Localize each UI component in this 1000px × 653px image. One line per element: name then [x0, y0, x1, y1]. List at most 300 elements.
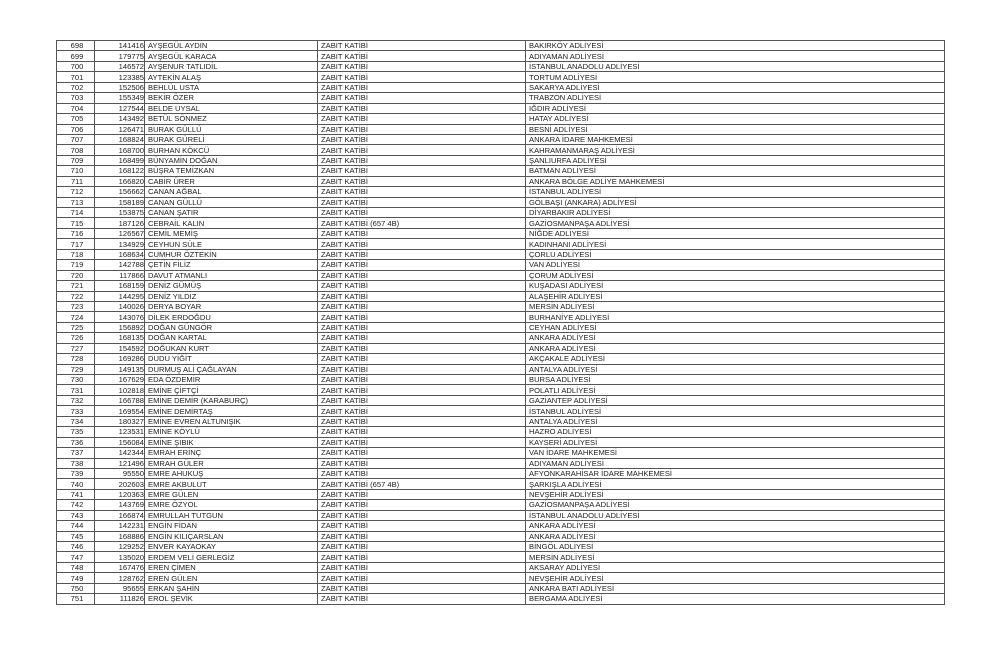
courthouse-cell: ANKARA ADLİYESİ: [526, 333, 945, 343]
table-row: [57, 343, 945, 353]
courthouse-cell: VAN İDARE MAHKEMESİ: [526, 448, 945, 458]
person-name-cell: EMİNE ŞIBIK: [145, 437, 318, 447]
courthouse-cell: BAKIRKÖY ADLİYESİ: [526, 41, 945, 51]
job-title-cell: ZABIT KATİBİ: [318, 103, 526, 113]
courthouse-cell: HATAY ADLİYESİ: [526, 114, 945, 124]
registry-number-cell: 121496: [95, 458, 145, 468]
registry-number-cell: 95655: [95, 583, 145, 593]
row-number-cell: 718: [57, 249, 95, 259]
job-title-cell: ZABIT KATİBİ: [318, 458, 526, 468]
job-title-cell: ZABIT KATİBİ: [318, 270, 526, 280]
row-number-cell: 751: [57, 594, 95, 604]
registry-number-cell: 111826: [95, 594, 145, 604]
person-name-cell: EMRE ÖZYOL: [145, 500, 318, 510]
person-name-cell: ERKAN ŞAHİN: [145, 583, 318, 593]
assignment-table: [56, 40, 945, 605]
job-title-cell: ZABIT KATİBİ: [318, 406, 526, 416]
registry-number-cell: 134929: [95, 239, 145, 249]
row-number-cell: 740: [57, 479, 95, 489]
job-title-cell: ZABIT KATİBİ: [318, 197, 526, 207]
registry-number-cell: 127544: [95, 103, 145, 113]
table-row: [57, 542, 945, 552]
person-name-cell: EMİNE DEMİR (KARABURÇ): [145, 395, 318, 405]
job-title-cell: ZABIT KATİBİ: [318, 155, 526, 165]
person-name-cell: AYŞENUR TATLIDİL: [145, 61, 318, 71]
person-name-cell: DOĞUKAN KURT: [145, 343, 318, 353]
person-name-cell: CEMİL MEMİŞ: [145, 228, 318, 238]
table-row: [57, 468, 945, 478]
person-name-cell: BURHAN KÖKCÜ: [145, 145, 318, 155]
registry-number-cell: 169554: [95, 406, 145, 416]
row-number-cell: 747: [57, 552, 95, 562]
registry-number-cell: 143492: [95, 114, 145, 124]
person-name-cell: DİLEK ERDOĞDU: [145, 312, 318, 322]
courthouse-cell: ANKARA BATI ADLİYESİ: [526, 583, 945, 593]
person-name-cell: DENİZ GÜMÜŞ: [145, 281, 318, 291]
registry-number-cell: 166874: [95, 510, 145, 520]
courthouse-cell: ANKARA ADLİYESİ: [526, 521, 945, 531]
row-number-cell: 729: [57, 364, 95, 374]
row-number-cell: 743: [57, 510, 95, 520]
job-title-cell: ZABIT KATİBİ: [318, 208, 526, 218]
courthouse-cell: ANKARA BÖLGE ADLİYE MAHKEMESİ: [526, 176, 945, 186]
row-number-cell: 720: [57, 270, 95, 280]
table-row: [57, 322, 945, 332]
row-number-cell: 710: [57, 166, 95, 176]
courthouse-cell: KADINHANI ADLİYESİ: [526, 239, 945, 249]
person-name-cell: ENGİN KILIÇARSLAN: [145, 531, 318, 541]
row-number-cell: 722: [57, 291, 95, 301]
assignment-table-body: [57, 41, 945, 605]
row-number-cell: 706: [57, 124, 95, 134]
job-title-cell: ZABIT KATİBİ: [318, 291, 526, 301]
job-title-cell: ZABIT KATİBİ: [318, 82, 526, 92]
person-name-cell: CANAN GÜLLÜ: [145, 197, 318, 207]
courthouse-cell: HAZRO ADLİYESİ: [526, 427, 945, 437]
table-row: [57, 521, 945, 531]
row-number-cell: 748: [57, 562, 95, 572]
job-title-cell: ZABIT KATİBİ: [318, 301, 526, 311]
person-name-cell: BÜNYAMİN DOĞAN: [145, 155, 318, 165]
registry-number-cell: 166788: [95, 395, 145, 405]
row-number-cell: 701: [57, 72, 95, 82]
person-name-cell: CEYHUN SÜLE: [145, 239, 318, 249]
table-row: [57, 395, 945, 405]
table-row: [57, 72, 945, 82]
person-name-cell: BEKİR ÖZER: [145, 93, 318, 103]
job-title-cell: ZABIT KATİBİ: [318, 41, 526, 51]
person-name-cell: BETÜL SÖNMEZ: [145, 114, 318, 124]
registry-number-cell: 179775: [95, 51, 145, 61]
table-row: [57, 510, 945, 520]
registry-number-cell: 142231: [95, 521, 145, 531]
table-row: [57, 385, 945, 395]
person-name-cell: EMRAH GÜLER: [145, 458, 318, 468]
registry-number-cell: 142344: [95, 448, 145, 458]
registry-number-cell: 95550: [95, 468, 145, 478]
job-title-cell: ZABIT KATİBİ: [318, 124, 526, 134]
courthouse-cell: ADIYAMAN ADLİYESİ: [526, 51, 945, 61]
courthouse-cell: İSTANBUL ANADOLU ADLİYESİ: [526, 61, 945, 71]
person-name-cell: CABİR ÜRER: [145, 176, 318, 186]
courthouse-cell: TRABZON ADLİYESİ: [526, 93, 945, 103]
table-row: [57, 114, 945, 124]
row-number-cell: 719: [57, 260, 95, 270]
registry-number-cell: 202603: [95, 479, 145, 489]
job-title-cell: ZABIT KATİBİ: [318, 364, 526, 374]
row-number-cell: 704: [57, 103, 95, 113]
table-row: [57, 260, 945, 270]
row-number-cell: 699: [57, 51, 95, 61]
registry-number-cell: 158189: [95, 197, 145, 207]
table-row: [57, 61, 945, 71]
row-number-cell: 741: [57, 489, 95, 499]
courthouse-cell: NİĞDE ADLİYESİ: [526, 228, 945, 238]
job-title-cell: ZABIT KATİBİ: [318, 114, 526, 124]
registry-number-cell: 123531: [95, 427, 145, 437]
registry-number-cell: 154592: [95, 343, 145, 353]
table-row: [57, 197, 945, 207]
courthouse-cell: ALAŞEHİR ADLİYESİ: [526, 291, 945, 301]
row-number-cell: 739: [57, 468, 95, 478]
courthouse-cell: KAYSERİ ADLİYESİ: [526, 437, 945, 447]
table-row: [57, 416, 945, 426]
row-number-cell: 705: [57, 114, 95, 124]
courthouse-cell: AKSARAY ADLİYESİ: [526, 562, 945, 572]
person-name-cell: AYŞEGÜL KARACA: [145, 51, 318, 61]
person-name-cell: DENİZ YILDIZ: [145, 291, 318, 301]
table-row: [57, 312, 945, 322]
registry-number-cell: 168122: [95, 166, 145, 176]
job-title-cell: ZABIT KATİBİ (657 4B): [318, 218, 526, 228]
table-row: [57, 82, 945, 92]
row-number-cell: 708: [57, 145, 95, 155]
job-title-cell: ZABIT KATİBİ: [318, 500, 526, 510]
job-title-cell: ZABIT KATİBİ: [318, 260, 526, 270]
table-row: [57, 458, 945, 468]
person-name-cell: DAVUT ATMANLI: [145, 270, 318, 280]
courthouse-cell: MERSİN ADLİYESİ: [526, 552, 945, 562]
row-number-cell: 702: [57, 82, 95, 92]
row-number-cell: 721: [57, 281, 95, 291]
table-row: [57, 406, 945, 416]
person-name-cell: DERYA BOYAR: [145, 301, 318, 311]
job-title-cell: ZABIT KATİBİ: [318, 61, 526, 71]
job-title-cell: ZABIT KATİBİ: [318, 583, 526, 593]
registry-number-cell: 140026: [95, 301, 145, 311]
person-name-cell: EREN ÇİMEN: [145, 562, 318, 572]
registry-number-cell: 135020: [95, 552, 145, 562]
row-number-cell: 703: [57, 93, 95, 103]
row-number-cell: 712: [57, 187, 95, 197]
registry-number-cell: 168634: [95, 249, 145, 259]
courthouse-cell: İSTANBUL ADLİYESİ: [526, 406, 945, 416]
person-name-cell: EMRE AHUKUŞ: [145, 468, 318, 478]
job-title-cell: ZABIT KATİBİ: [318, 562, 526, 572]
job-title-cell: ZABIT KATİBİ: [318, 249, 526, 259]
table-row: [57, 364, 945, 374]
table-row: [57, 448, 945, 458]
row-number-cell: 717: [57, 239, 95, 249]
person-name-cell: EMİNE DEMİRTAŞ: [145, 406, 318, 416]
person-name-cell: CANAN ŞATIR: [145, 208, 318, 218]
table-row: [57, 594, 945, 604]
table-row: [57, 41, 945, 51]
job-title-cell: ZABIT KATİBİ: [318, 437, 526, 447]
table-row: [57, 208, 945, 218]
job-title-cell: ZABIT KATİBİ: [318, 187, 526, 197]
table-row: [57, 187, 945, 197]
registry-number-cell: 168135: [95, 333, 145, 343]
row-number-cell: 745: [57, 531, 95, 541]
table-row: [57, 489, 945, 499]
registry-number-cell: 168824: [95, 134, 145, 144]
person-name-cell: DUDU YİĞİT: [145, 354, 318, 364]
person-name-cell: AYŞEGÜL AYDIN: [145, 41, 318, 51]
courthouse-cell: İSTANBUL ADLİYESİ: [526, 187, 945, 197]
registry-number-cell: 168159: [95, 281, 145, 291]
row-number-cell: 725: [57, 322, 95, 332]
registry-number-cell: 149135: [95, 364, 145, 374]
courthouse-cell: BERGAMA ADLİYESİ: [526, 594, 945, 604]
courthouse-cell: BURHANİYE ADLİYESİ: [526, 312, 945, 322]
registry-number-cell: 153875: [95, 208, 145, 218]
row-number-cell: 698: [57, 41, 95, 51]
courthouse-cell: IĞDIR ADLİYESİ: [526, 103, 945, 113]
person-name-cell: EMRULLAH TUTGUN: [145, 510, 318, 520]
person-name-cell: CANAN AĞBAL: [145, 187, 318, 197]
row-number-cell: 737: [57, 448, 95, 458]
courthouse-cell: GAZİOSMANPAŞA ADLİYESİ: [526, 500, 945, 510]
person-name-cell: ÇETİN FİLİZ: [145, 260, 318, 270]
job-title-cell: ZABIT KATİBİ: [318, 166, 526, 176]
person-name-cell: BURAK GÜLLÜ: [145, 124, 318, 134]
table-row: [57, 437, 945, 447]
job-title-cell: ZABIT KATİBİ: [318, 375, 526, 385]
registry-number-cell: 120363: [95, 489, 145, 499]
courthouse-cell: ÇORLU ADLİYESİ: [526, 249, 945, 259]
courthouse-cell: ŞARKIŞLA ADLİYESİ: [526, 479, 945, 489]
table-row: [57, 218, 945, 228]
person-name-cell: CUMHUR ÖZTEKİN: [145, 249, 318, 259]
table-row: [57, 124, 945, 134]
table-row: [57, 427, 945, 437]
person-name-cell: EMİNE KÖYLÜ: [145, 427, 318, 437]
registry-number-cell: 102818: [95, 385, 145, 395]
row-number-cell: 727: [57, 343, 95, 353]
job-title-cell: ZABIT KATİBİ: [318, 468, 526, 478]
person-name-cell: BÜŞRA TEMİZKAN: [145, 166, 318, 176]
row-number-cell: 749: [57, 573, 95, 583]
registry-number-cell: 168886: [95, 531, 145, 541]
person-name-cell: EMRE GÜLEN: [145, 489, 318, 499]
courthouse-cell: NEVŞEHİR ADLİYESİ: [526, 573, 945, 583]
job-title-cell: ZABIT KATİBİ: [318, 427, 526, 437]
job-title-cell: ZABIT KATİBİ: [318, 176, 526, 186]
row-number-cell: 750: [57, 583, 95, 593]
job-title-cell: ZABIT KATİBİ (657 4B): [318, 479, 526, 489]
courthouse-cell: BESNİ ADLİYESİ: [526, 124, 945, 134]
person-name-cell: EMRAH ERİNÇ: [145, 448, 318, 458]
job-title-cell: ZABIT KATİBİ: [318, 312, 526, 322]
table-row: [57, 479, 945, 489]
registry-number-cell: 180327: [95, 416, 145, 426]
person-name-cell: ENGİN FİDAN: [145, 521, 318, 531]
row-number-cell: 732: [57, 395, 95, 405]
courthouse-cell: ANTALYA ADLİYESİ: [526, 364, 945, 374]
person-name-cell: DOĞAN GÜNGÖR: [145, 322, 318, 332]
courthouse-cell: ANTALYA ADLİYESİ: [526, 416, 945, 426]
person-name-cell: EROL ŞEVİK: [145, 594, 318, 604]
person-name-cell: EDA ÖZDEMİR: [145, 375, 318, 385]
job-title-cell: ZABIT KATİBİ: [318, 594, 526, 604]
row-number-cell: 711: [57, 176, 95, 186]
table-row: [57, 281, 945, 291]
registry-number-cell: 117866: [95, 270, 145, 280]
row-number-cell: 700: [57, 61, 95, 71]
courthouse-cell: ANKARA ADLİYESİ: [526, 531, 945, 541]
table-row: [57, 51, 945, 61]
person-name-cell: AYTEKİN ALAŞ: [145, 72, 318, 82]
job-title-cell: ZABIT KATİBİ: [318, 51, 526, 61]
row-number-cell: 724: [57, 312, 95, 322]
registry-number-cell: 167476: [95, 562, 145, 572]
job-title-cell: ZABIT KATİBİ: [318, 395, 526, 405]
row-number-cell: 735: [57, 427, 95, 437]
registry-number-cell: 143769: [95, 500, 145, 510]
courthouse-cell: DİYARBAKIR ADLİYESİ: [526, 208, 945, 218]
courthouse-cell: BATMAN ADLİYESİ: [526, 166, 945, 176]
courthouse-cell: BURSA ADLİYESİ: [526, 375, 945, 385]
job-title-cell: ZABIT KATİBİ: [318, 239, 526, 249]
table-row: [57, 354, 945, 364]
row-number-cell: 738: [57, 458, 95, 468]
row-number-cell: 736: [57, 437, 95, 447]
person-name-cell: EMİNE ÇİFTÇİ: [145, 385, 318, 395]
registry-number-cell: 143076: [95, 312, 145, 322]
courthouse-cell: TORTUM ADLİYESİ: [526, 72, 945, 82]
courthouse-cell: GAZİANTEP ADLİYESİ: [526, 395, 945, 405]
job-title-cell: ZABIT KATİBİ: [318, 333, 526, 343]
table-row: [57, 103, 945, 113]
courthouse-cell: GÖLBAŞI (ANKARA) ADLİYESİ: [526, 197, 945, 207]
registry-number-cell: 129252: [95, 542, 145, 552]
courthouse-cell: NEVŞEHİR ADLİYESİ: [526, 489, 945, 499]
job-title-cell: ZABIT KATİBİ: [318, 542, 526, 552]
row-number-cell: 730: [57, 375, 95, 385]
courthouse-cell: KAHRAMANMARAŞ ADLİYESİ: [526, 145, 945, 155]
table-row: [57, 301, 945, 311]
table-row: [57, 228, 945, 238]
registry-number-cell: 167629: [95, 375, 145, 385]
courthouse-cell: AFYONKARAHİSAR İDARE MAHKEMESİ: [526, 468, 945, 478]
row-number-cell: 715: [57, 218, 95, 228]
row-number-cell: 726: [57, 333, 95, 343]
person-name-cell: BEHLÜL USTA: [145, 82, 318, 92]
courthouse-cell: ADIYAMAN ADLİYESİ: [526, 458, 945, 468]
registry-number-cell: 144295: [95, 291, 145, 301]
job-title-cell: ZABIT KATİBİ: [318, 573, 526, 583]
table-row: [57, 573, 945, 583]
job-title-cell: ZABIT KATİBİ: [318, 134, 526, 144]
person-name-cell: BELDE UYSAL: [145, 103, 318, 113]
job-title-cell: ZABIT KATİBİ: [318, 552, 526, 562]
person-name-cell: EREN GÜLEN: [145, 573, 318, 583]
job-title-cell: ZABIT KATİBİ: [318, 416, 526, 426]
table-row: [57, 249, 945, 259]
row-number-cell: 714: [57, 208, 95, 218]
courthouse-cell: AKÇAKALE ADLİYESİ: [526, 354, 945, 364]
registry-number-cell: 155349: [95, 93, 145, 103]
job-title-cell: ZABIT KATİBİ: [318, 521, 526, 531]
registry-number-cell: 168700: [95, 145, 145, 155]
row-number-cell: 728: [57, 354, 95, 364]
courthouse-cell: ÇORUM ADLİYESİ: [526, 270, 945, 280]
row-number-cell: 744: [57, 521, 95, 531]
job-title-cell: ZABIT KATİBİ: [318, 354, 526, 364]
table-row: [57, 333, 945, 343]
registry-number-cell: 169286: [95, 354, 145, 364]
job-title-cell: ZABIT KATİBİ: [318, 72, 526, 82]
table-row: [57, 291, 945, 301]
row-number-cell: 713: [57, 197, 95, 207]
table-row: [57, 145, 945, 155]
row-number-cell: 731: [57, 385, 95, 395]
courthouse-cell: BİNGÖL ADLİYESİ: [526, 542, 945, 552]
table-row: [57, 583, 945, 593]
person-name-cell: EMİNE EVREN ALTUNIŞIK: [145, 416, 318, 426]
registry-number-cell: 128762: [95, 573, 145, 583]
table-row: [57, 155, 945, 165]
job-title-cell: ZABIT KATİBİ: [318, 228, 526, 238]
row-number-cell: 733: [57, 406, 95, 416]
registry-number-cell: 146572: [95, 61, 145, 71]
table-row: [57, 239, 945, 249]
person-name-cell: CEBRAİL KALIN: [145, 218, 318, 228]
row-number-cell: 709: [57, 155, 95, 165]
registry-number-cell: 126471: [95, 124, 145, 134]
registry-number-cell: 156084: [95, 437, 145, 447]
job-title-cell: ZABIT KATİBİ: [318, 281, 526, 291]
row-number-cell: 734: [57, 416, 95, 426]
row-number-cell: 746: [57, 542, 95, 552]
job-title-cell: ZABIT KATİBİ: [318, 385, 526, 395]
registry-number-cell: 156892: [95, 322, 145, 332]
job-title-cell: ZABIT KATİBİ: [318, 343, 526, 353]
table-row: [57, 531, 945, 541]
row-number-cell: 716: [57, 228, 95, 238]
row-number-cell: 707: [57, 134, 95, 144]
registry-number-cell: 142788: [95, 260, 145, 270]
registry-number-cell: 168499: [95, 155, 145, 165]
job-title-cell: ZABIT KATİBİ: [318, 93, 526, 103]
table-row: [57, 270, 945, 280]
courthouse-cell: POLATLI ADLİYESİ: [526, 385, 945, 395]
courthouse-cell: SAKARYA ADLİYESİ: [526, 82, 945, 92]
table-row: [57, 176, 945, 186]
person-name-cell: EMRE AKBULUT: [145, 479, 318, 489]
person-name-cell: BURAK GÜRELİ: [145, 134, 318, 144]
person-name-cell: ERDEM VELİ GERLEGİZ: [145, 552, 318, 562]
job-title-cell: ZABIT KATİBİ: [318, 489, 526, 499]
table-row: [57, 93, 945, 103]
courthouse-cell: MERSİN ADLİYESİ: [526, 301, 945, 311]
courthouse-cell: GAZİOSMANPAŞA ADLİYESİ: [526, 218, 945, 228]
courthouse-cell: CEYHAN ADLİYESİ: [526, 322, 945, 332]
table-row: [57, 562, 945, 572]
registry-number-cell: 187126: [95, 218, 145, 228]
table-row: [57, 166, 945, 176]
